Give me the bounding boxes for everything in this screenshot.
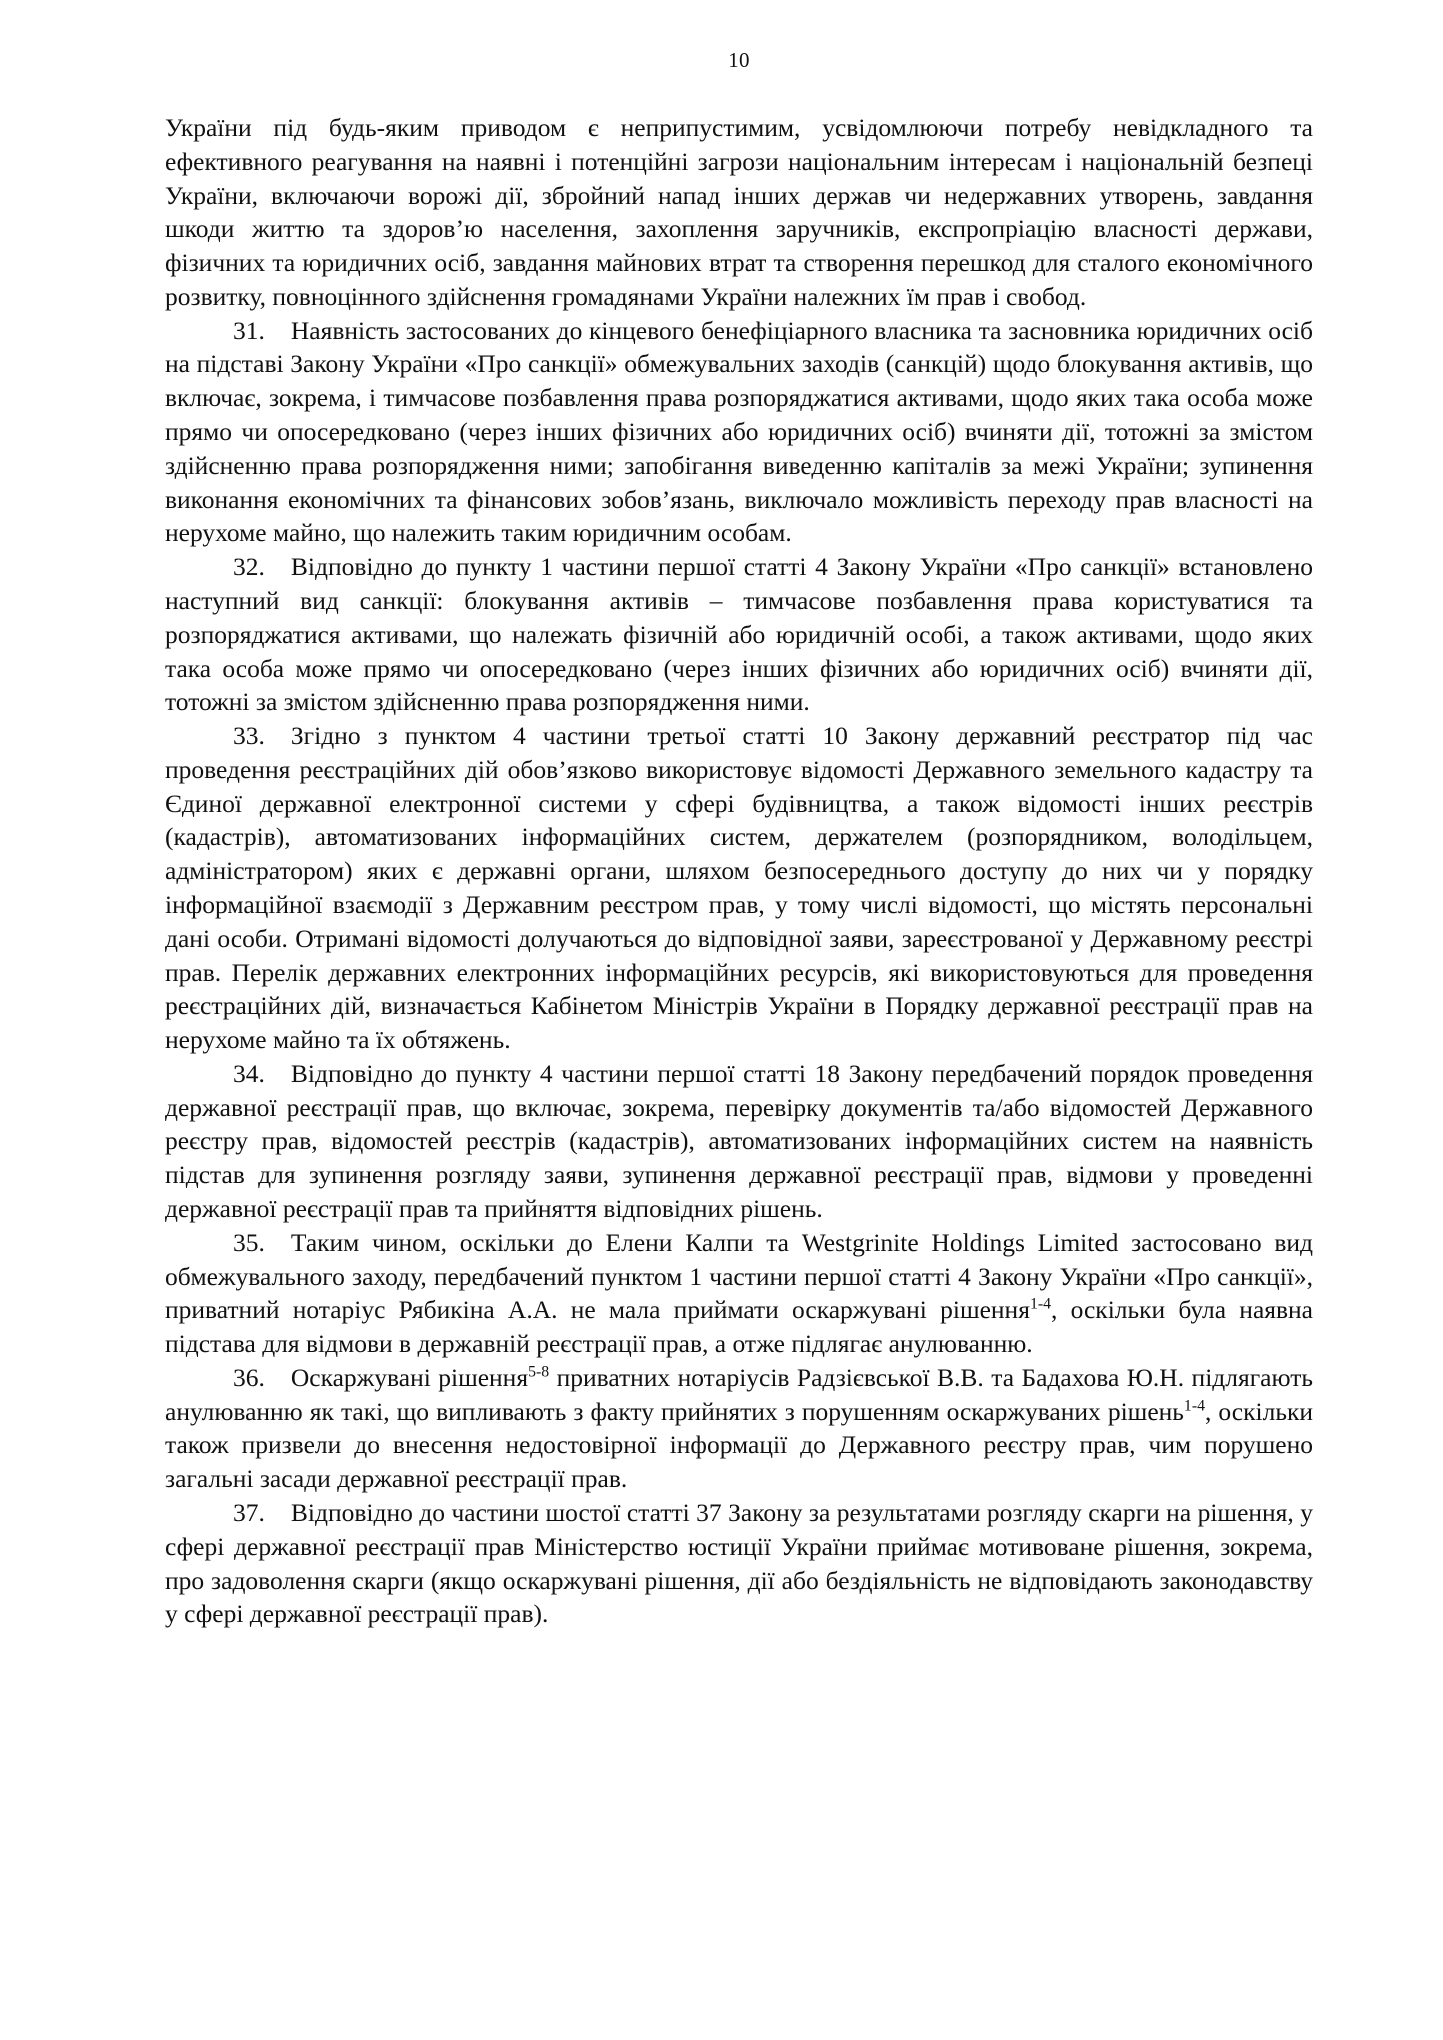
paragraph-number: 35. — [233, 1227, 265, 1257]
paragraph-text: Відповідно до частини шостої статті 37 Закону за результатами розгляду скарги на рішення, у сфері державної реєстрації прав Міністерство юстиції України приймає мотивоване рішення, зокрема, про задоволення скарги (якщо оскаржувані рішення, дії або бездіяльність не відповідають законодавству у сфері державної реєстрації прав). — [165, 1498, 1313, 1629]
paragraph-text: Відповідно до пункту 4 частини першої статті 18 Закону передбачений порядок проведення державної реєстрації прав, що включає, зокрема, перевірку документів та/або відомостей Державного реєстру прав, відомостей реєстрів (кадастрів), автоматизованих інформаційних систем на наявність підстав для зупинення розгляду заяви, зупинення державної реєстрації прав, відмови у проведенні державної реєстрації прав та прийняття відповідних рішень. — [165, 1058, 1313, 1223]
paragraph-number: 36. — [233, 1362, 265, 1392]
paragraph-item-35 — [165, 1226, 1313, 1361]
paragraph-item-34 — [165, 1057, 1313, 1226]
paragraph-item-37 — [165, 1496, 1313, 1631]
paragraph-text-after-footnote-second: , оскільки також призвели до внесення недостовірної інформації до Державного реєстру прав, чим порушено загальні засади державної реєстрації прав. — [165, 1396, 1313, 1494]
paragraph-item-32 — [165, 550, 1313, 719]
paragraph-text: Наявність застосованих до кінцевого бенефіціарного власника та засновника юридичних осіб на підставі Закону України «Про санкції» обмежувальних заходів (санкцій) щодо блокування активів, що включає, зокрема, і тимчасове позбавлення права розпоряджатися активами, щодо яких така особа може прямо чи опосередковано (через інших фізичних або юридичних осіб) вчиняти дії, тотожні за змістом здійсненню права розпорядження ними; запобігання виведенню капіталів за межі України; зупинення виконання економічних та фінансових зобов’язань, виключало можливість переходу прав власності на нерухоме майно, що належить таким юридичним особам. — [165, 315, 1313, 548]
paragraph-text: Таким чином, оскільки до Елени Калпи та Westgrinite Holdings Limited застосовано вид обмежувального заходу, передбачений пунктом 1 частини першої статті 4 Закону України «Про санкції», приватний нотаріус Рябикіна А.А. не мала приймати оскаржувані рішення — [165, 1227, 1313, 1325]
paragraph-item-33 — [165, 719, 1313, 1057]
paragraph-number: 32. — [233, 552, 265, 582]
footnote-reference: 1-4 — [1029, 1295, 1051, 1313]
paragraph-text: України під будь-яким приводом є неприпустимим, усвідомлюючи потребу невідкладного та ефективного реагування на наявні і потенційні загрози національним інтересам і національній безпеці України, включаючи ворожі дії, збройний напад інших держав чи недержавних утворень, завдання шкоди життю та здоров’ю населення, захоплення заручників, експропріацію власності держави, фізичних та юридичних осіб, завдання майнових втрат та створення перешкод для сталого економічного розвитку, повноцінного здійснення громадянами України належних їм прав і свобод. — [165, 113, 1313, 311]
footnote-reference-second: 1-4 — [1183, 1397, 1205, 1415]
footnote-reference: 5-8 — [528, 1363, 550, 1381]
paragraph-number: 34. — [233, 1058, 265, 1088]
paragraph-text: Відповідно до пункту 1 частини першої статті 4 Закону України «Про санкції» встановлено наступний вид санкції: блокування активів – тимчасове позбавлення права користуватися та розпоряджатися активами, що належать фізичній або юридичній особі, а також активами, щодо яких така особа може прямо чи опосередковано (через інших фізичних або юридичних осіб) вчиняти дії, тотожні за змістом здійсненню права розпорядження ними. — [165, 552, 1313, 717]
paragraph-number: 31. — [233, 315, 265, 345]
paragraph-number: 37. — [233, 1498, 265, 1528]
paragraph-text-after-footnote: приватних нотаріусів Радзієвської В.В. та Бадахова Ю.Н. підлягають анулюванню як такі, що випливають з факту прийнятих з порушенням оскаржуваних рішень — [165, 1362, 1313, 1426]
paragraph-item-36 — [165, 1361, 1313, 1496]
paragraph-intro-continued — [165, 111, 1313, 314]
paragraph-text-after-footnote: , оскільки була наявна підстава для відмови в державній реєстрації прав, а отже підлягає анулюванню. — [165, 1295, 1313, 1359]
document-body — [165, 111, 1313, 1631]
paragraph-item-31 — [165, 314, 1313, 550]
paragraph-text: Згідно з пунктом 4 частини третьої статті 10 Закону державний реєстратор під час проведення реєстраційних дій обов’язково використовує відомості Державного земельного кадастру та Єдиної державної електронної системи у сфері будівництва, а також відомості інших реєстрів (кадастрів), автоматизованих інформаційних систем, держателем (розпорядником, володільцем, адміністратором) яких є державні органи, шляхом безпосереднього доступу до них чи у порядку інформаційної взаємодії з Державним реєстром прав, у тому числі відомості, що містять персональні дані особи. Отримані відомості долучаються до відповідної заяви, зареєстрованої у Державному реєстрі прав. Перелік державних електронних інформаційних ресурсів, які використовуються для проведення реєстраційних дій, визначається Кабінетом Міністрів України в Порядку державної реєстрації прав на нерухоме майно та їх обтяжень. — [165, 721, 1313, 1055]
paragraph-text: Оскаржувані рішення — [290, 1362, 529, 1392]
paragraph-number: 33. — [233, 721, 265, 751]
page-number: 10 — [728, 48, 750, 72]
